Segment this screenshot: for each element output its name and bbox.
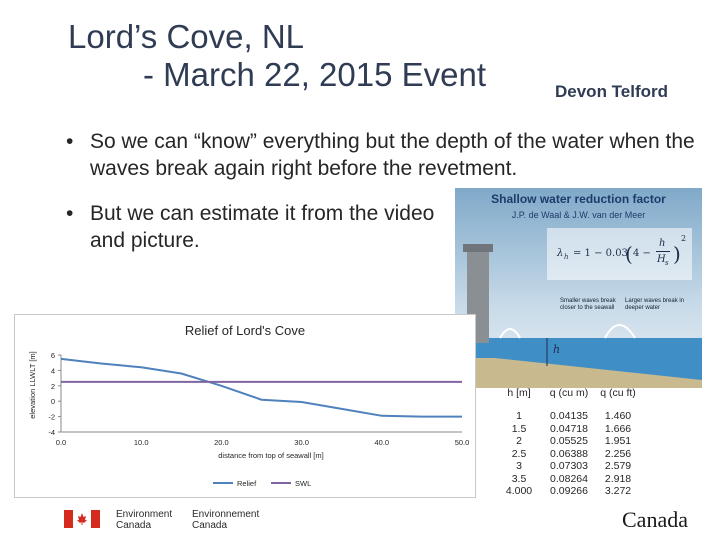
formula-rhs: = 1 − 0.03 xyxy=(573,248,628,259)
table-cell: 1.951 xyxy=(604,435,632,447)
formula-paren-open: ( xyxy=(625,242,633,266)
table-cell: 0.06388 xyxy=(550,447,588,460)
bullet-1-text: So we can “know” everything but the depth of the water when the waves break again right before the revetment. xyxy=(90,130,695,180)
x-tick-label: 0.0 xyxy=(55,438,67,447)
bullet-1 xyxy=(66,128,696,182)
relief-chart xyxy=(14,314,476,498)
formula-paren-close: ) xyxy=(673,242,681,266)
y-tick-label: -2 xyxy=(48,412,55,422)
formula-denominator: H xyxy=(657,254,666,265)
table-cell: 1.666 xyxy=(604,422,632,435)
table-cell: 3.272 xyxy=(604,485,632,497)
author-name: Devon Telford xyxy=(555,82,669,101)
table-cell: 0.04718 xyxy=(550,422,588,435)
canada-flag-icon xyxy=(64,510,100,528)
formula-fraction-bar xyxy=(656,251,670,252)
large-wave xyxy=(605,325,635,338)
diagram-authors: J.P. de Waal & J.W. van der Meer xyxy=(511,210,646,220)
table-cell: 2.579 xyxy=(604,460,632,472)
formula-lambda-sub: h xyxy=(564,253,569,261)
x-tick-label: 40.0 xyxy=(374,438,390,447)
y-tick-label: 6 xyxy=(50,351,55,360)
y-tick-label: -4 xyxy=(48,428,55,437)
org-fr-line-1: Environnement xyxy=(192,509,260,520)
table-cell: 2.5 xyxy=(511,447,527,460)
table-cell: 1 xyxy=(516,410,522,422)
title-line-2: - March 22, 2015 Event xyxy=(143,56,487,93)
formula-denominator-sub: s xyxy=(665,259,669,267)
seawall-cap xyxy=(463,244,493,252)
table-header-q-cu-m: q (cu m) xyxy=(549,387,589,399)
bullet-dot: • xyxy=(66,202,74,225)
footer xyxy=(0,505,720,540)
table-cell: 2 xyxy=(516,435,522,447)
relief-chart-svg xyxy=(15,315,475,497)
canada-wordmark: Canada xyxy=(622,507,688,532)
table-col-h xyxy=(500,384,538,498)
table-cell: 2.918 xyxy=(604,472,632,485)
bullet-2-text: But we can estimate it from the video and picture. xyxy=(90,202,435,252)
reduction-formula xyxy=(547,228,692,280)
legend-label-swl: SWL xyxy=(295,479,312,488)
y-axis-label: elevation LLWLT [m] xyxy=(28,351,37,419)
org-en-line-1: Environment xyxy=(116,509,173,520)
x-axis-label: distance from top of seawall [m] xyxy=(218,451,324,460)
x-tick-label: 20.0 xyxy=(214,438,229,447)
table-cell: 1.5 xyxy=(511,422,527,435)
table-col-q-cu-m xyxy=(544,384,594,498)
depth-label: h xyxy=(553,343,561,356)
formula-lambda: λ xyxy=(557,248,564,259)
y-tick-label: 0 xyxy=(50,397,55,407)
org-name-fr xyxy=(192,509,259,531)
table-cell: 4.000 xyxy=(505,485,533,497)
table-cell: 0.05525 xyxy=(550,435,588,447)
org-fr-line-2: Canada xyxy=(192,520,228,531)
table-cell: 3.5 xyxy=(511,472,527,485)
bullet-2 xyxy=(66,200,446,254)
formula-four: 4 − xyxy=(633,248,651,259)
org-en-line-2: Canada xyxy=(116,520,152,531)
bullet-dot: • xyxy=(66,130,74,153)
chart-title: Relief of Lord's Cove xyxy=(184,323,306,338)
table-header-q-cu-ft: q (cu ft) xyxy=(600,387,636,399)
table-cell: 0.07303 xyxy=(550,460,588,472)
title-line-1: Lord’s Cove, NL xyxy=(68,18,305,55)
small-wave xyxy=(500,329,520,338)
table-cell: 1.460 xyxy=(604,410,632,422)
x-tick-label: 10.0 xyxy=(133,438,149,447)
table-header-h: h [m] xyxy=(507,387,531,399)
diagram-title: Shallow water reduction factor xyxy=(491,192,666,206)
y-tick-label: 4 xyxy=(50,366,55,376)
table-cell: 3 xyxy=(516,460,522,472)
formula-numerator: h xyxy=(659,238,666,249)
note-large-waves: Larger waves break in deeper water xyxy=(625,298,685,311)
note-small-waves: Smaller waves break closer to the seawall xyxy=(560,298,616,311)
table-cell: 0.04135 xyxy=(550,410,588,422)
org-name-en xyxy=(116,509,172,531)
slide-title xyxy=(68,18,548,94)
series-line-relief xyxy=(61,359,462,417)
x-tick-label: 50.0 xyxy=(454,438,470,447)
table-cell: 0.09266 xyxy=(550,485,588,497)
table-cell: 2.256 xyxy=(604,447,632,460)
formula-exponent: 2 xyxy=(681,234,687,243)
shallow-water-diagram xyxy=(455,188,702,388)
x-tick-label: 30.0 xyxy=(294,438,309,447)
table-col-q-cu-ft xyxy=(598,384,638,498)
legend-label-relief: Relief xyxy=(237,479,257,488)
y-tick-label: 2 xyxy=(50,381,55,391)
table-cell: 0.08264 xyxy=(550,472,588,485)
